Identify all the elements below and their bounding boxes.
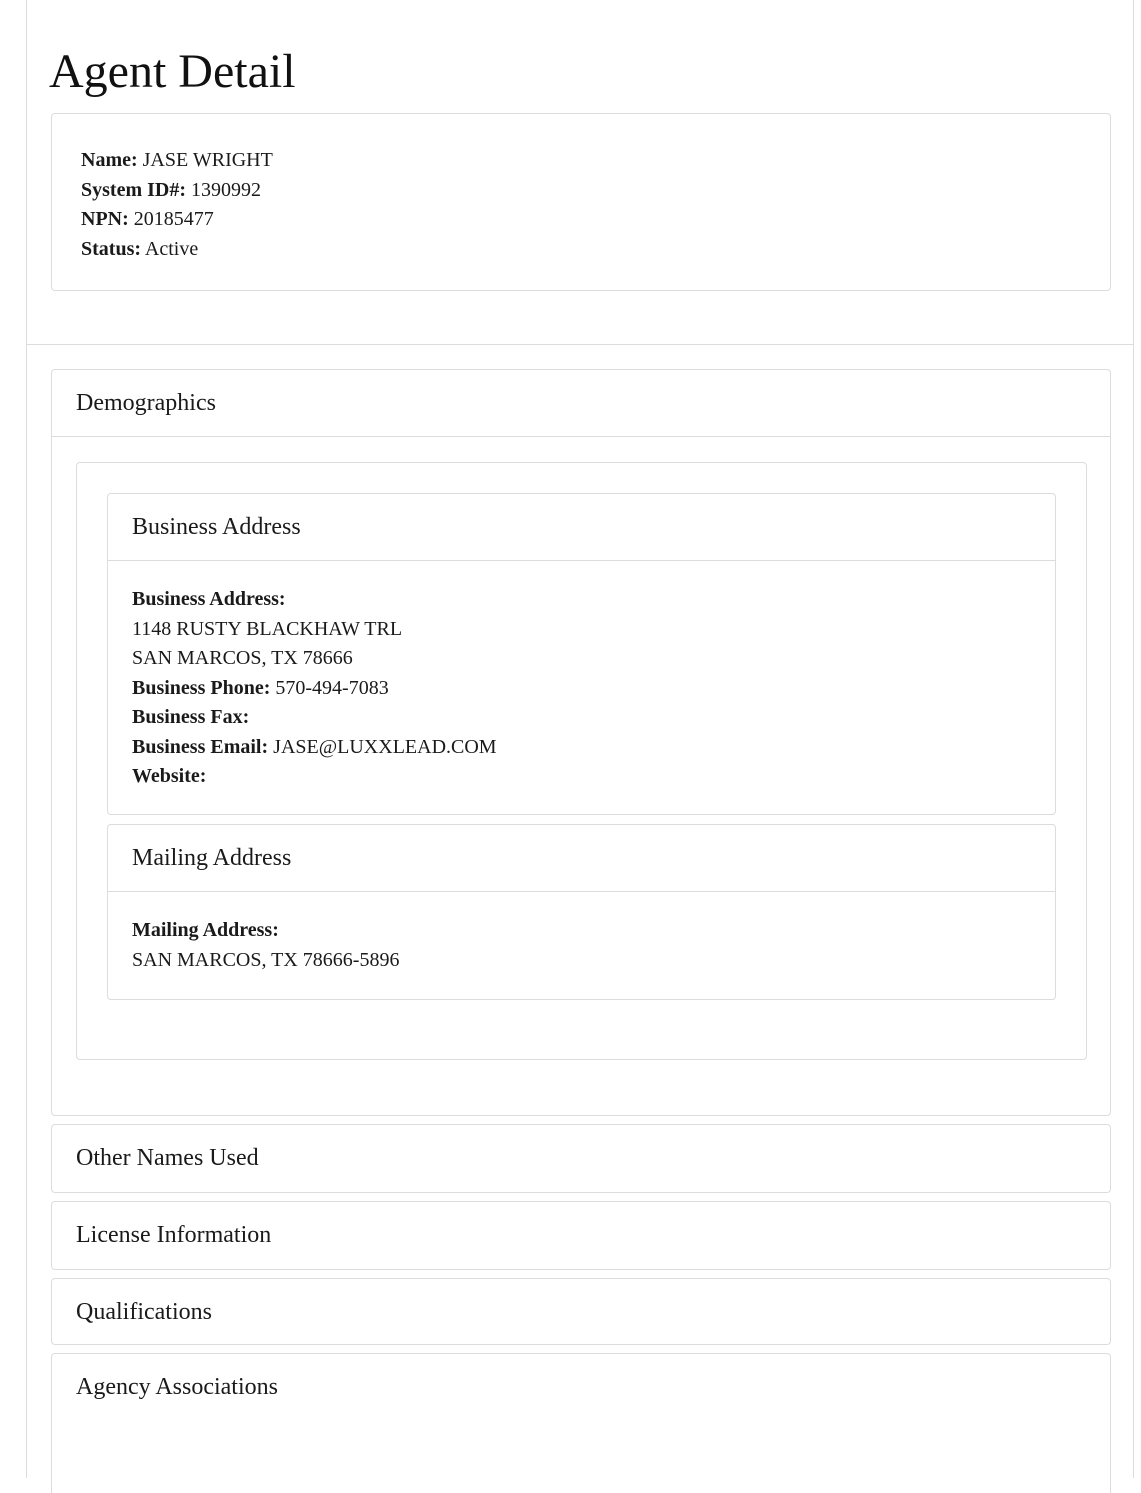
page-title: Agent Detail [49, 45, 296, 98]
business-address-line2: SAN MARCOS, TX 78666 [132, 647, 353, 669]
mailing-address-line1: SAN MARCOS, TX 78666-5896 [132, 948, 400, 971]
system-id-label: System ID#: [81, 178, 186, 201]
business-phone-label: Business Phone: [132, 676, 271, 699]
name-value: JASE WRIGHT [142, 149, 273, 171]
license-information-panel-heading[interactable]: License Information [76, 1222, 272, 1248]
demographics-panel-heading[interactable]: Demographics [52, 370, 1110, 437]
system-id-field [81, 176, 1081, 206]
other-names-panel [51, 1124, 1111, 1193]
npn-value: 20185477 [133, 208, 214, 230]
mailing-address-label-line [132, 916, 1031, 946]
name-label: Name: [81, 149, 138, 171]
website-label: Website: [132, 765, 207, 787]
business-address-label: Business Address: [132, 588, 286, 610]
mailing-address-label: Mailing Address: [132, 919, 279, 941]
business-phone-field [132, 674, 1031, 704]
demographics-well [76, 462, 1087, 1060]
other-names-panel-heading[interactable]: Other Names Used [76, 1145, 259, 1171]
business-address-heading: Business Address [108, 494, 1055, 561]
page-frame [26, 0, 1134, 1478]
license-information-panel [51, 1201, 1111, 1270]
mailing-address-heading: Mailing Address [108, 825, 1055, 892]
status-value: Active [144, 237, 199, 260]
business-fax-field [132, 703, 1031, 733]
business-fax-label: Business Fax: [132, 706, 250, 728]
business-email-label: Business Email: [132, 735, 269, 758]
status-field [81, 235, 1081, 265]
mailing-address-body [108, 892, 1055, 975]
business-email-field [132, 733, 1031, 763]
business-address-body [108, 561, 1055, 792]
npn-field [81, 205, 1081, 235]
name-field [81, 146, 1081, 176]
status-label: Status: [81, 237, 142, 260]
mailing-address-panel [107, 824, 1056, 1000]
business-address-line1: 1148 RUSTY BLACKHAW TRL [132, 617, 403, 640]
business-address-panel [107, 493, 1056, 815]
npn-label: NPN: [81, 208, 129, 230]
system-id-value: 1390992 [191, 178, 261, 201]
agency-associations-panel-heading[interactable]: Agency Associations [76, 1374, 278, 1400]
agent-header-section [27, 0, 1133, 345]
qualifications-panel-heading[interactable]: Qualifications [76, 1299, 212, 1325]
business-email-value: JASE@LUXXLEAD.COM [273, 735, 497, 758]
website-field [132, 762, 1031, 792]
qualifications-panel [51, 1278, 1111, 1345]
agency-associations-panel [51, 1353, 1111, 1493]
demographics-panel [51, 369, 1111, 1116]
business-address-label-line [132, 585, 1031, 615]
business-phone-value: 570-494-7083 [275, 676, 389, 699]
agent-summary-card [51, 113, 1111, 291]
